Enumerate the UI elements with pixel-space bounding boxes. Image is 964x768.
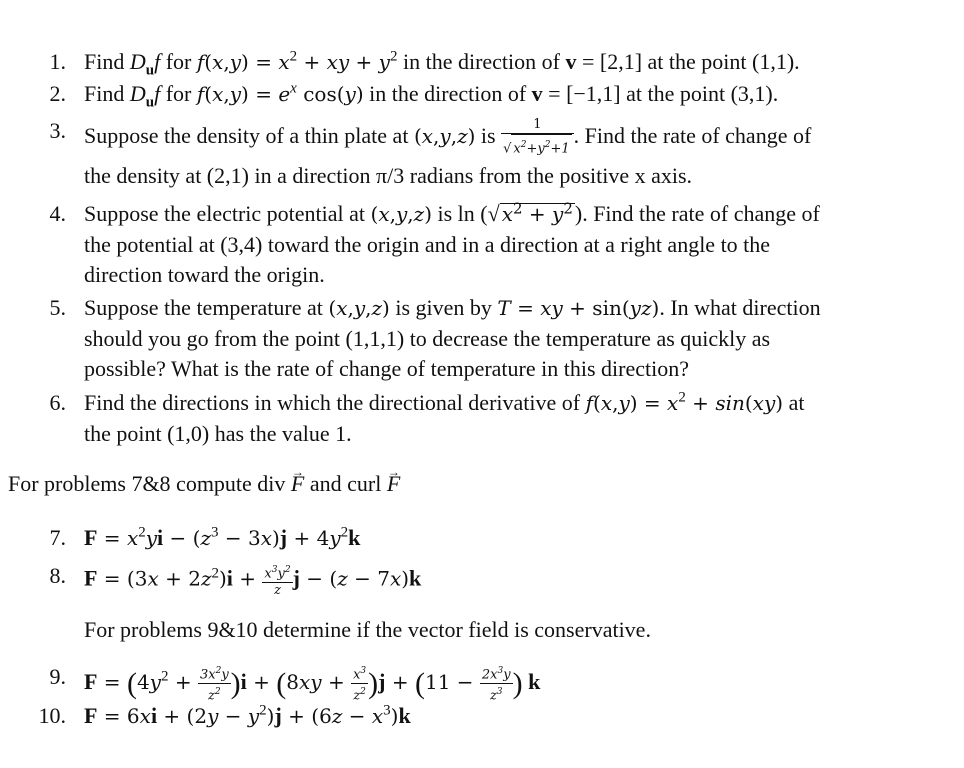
problem-3-line-2: the density at (2,1) in a direction π/3 radians from the positive x axis.	[84, 163, 693, 188]
problem-10-text: $F = 6xi + (2y - y^2)j + (6z - x^3)k$	[84, 702, 411, 728]
problem-9-number: 9.	[49, 664, 66, 689]
problem-5-line-2: should you go from the point (1,1,1) to decrease the temperature as quickly as	[84, 326, 771, 351]
problem-1-text: Find $D_uf$ for $f(x,y) = x^2$ + xy + $y^2$ in the direction of v = [2,1] at the point (1,1).	[84, 48, 800, 79]
problem-4-line-3: direction toward the origin.	[84, 262, 325, 287]
problem-4-line-1: Suppose the electric potential at (x,y,z) is ln (√ $x^2 + y^2$). Find the rate of change of	[84, 199, 820, 226]
problem-7-number: 7.	[49, 525, 66, 550]
problem-6-line-2: the point (1,0) has the value 1.	[84, 421, 352, 446]
problem-5-line-1: Suppose the temperature at (x,y,z) is given by T = xy + sin(yz). In what direction	[84, 295, 821, 320]
problem-2-text: Find $D_uf$ for $f(x,y) = e^x$ cos(y) in the direction of v = [−1,1] at the point (3,1).	[84, 80, 779, 111]
problem-6-number: 6.	[49, 390, 66, 415]
problem-4-number: 4.	[49, 201, 66, 226]
problem-2-number: 2.	[49, 81, 66, 106]
problem-6-line-1: Find the directions in which the directional derivative of $f(x,y) = x^2 + \sin(xy)$ at	[84, 389, 805, 415]
problem-4-line-2: the potential at (3,4) toward the origin and in a direction at a right angle to the	[84, 232, 771, 257]
problem-9-text: $F = (4y^2$ + $\frac{3x^2y}{z^2}$ )i + (8xy + $\frac{x^3}{z^2}$ )j + (11 − $\frac{2x^3y}{z^3}$ ) k	[84, 663, 540, 705]
problem-7-text: $F = x^2yi - (z^3 - 3x)j + 4y^2k$	[84, 524, 361, 550]
problem-5-line-3: possible? What is the rate of change of temperature in this direction?	[84, 356, 689, 381]
problem-1-number: 1.	[49, 49, 66, 74]
problem-10-number: 10.	[38, 703, 66, 728]
problem-8-text: $F = (3x + 2z^2)i$ + $\frac{x^3y^2}{z}$ j − (z − 7x)k	[84, 562, 421, 599]
heading-problems-7-8: For problems 7&8 compute div → F and curl → F	[8, 470, 400, 498]
problem-3-number: 3.	[49, 118, 66, 143]
problem-3-line-1: Suppose the density of a thin plate at (x,y,z) is $\frac{1}{√ x^2+y^2+1}$ . Find the rate of change of	[84, 117, 811, 159]
heading-problems-9-10: For problems 9&10 determine if the vector field is conservative.	[84, 617, 651, 642]
problem-8-number: 8.	[49, 563, 66, 588]
problem-5-number: 5.	[49, 295, 66, 320]
